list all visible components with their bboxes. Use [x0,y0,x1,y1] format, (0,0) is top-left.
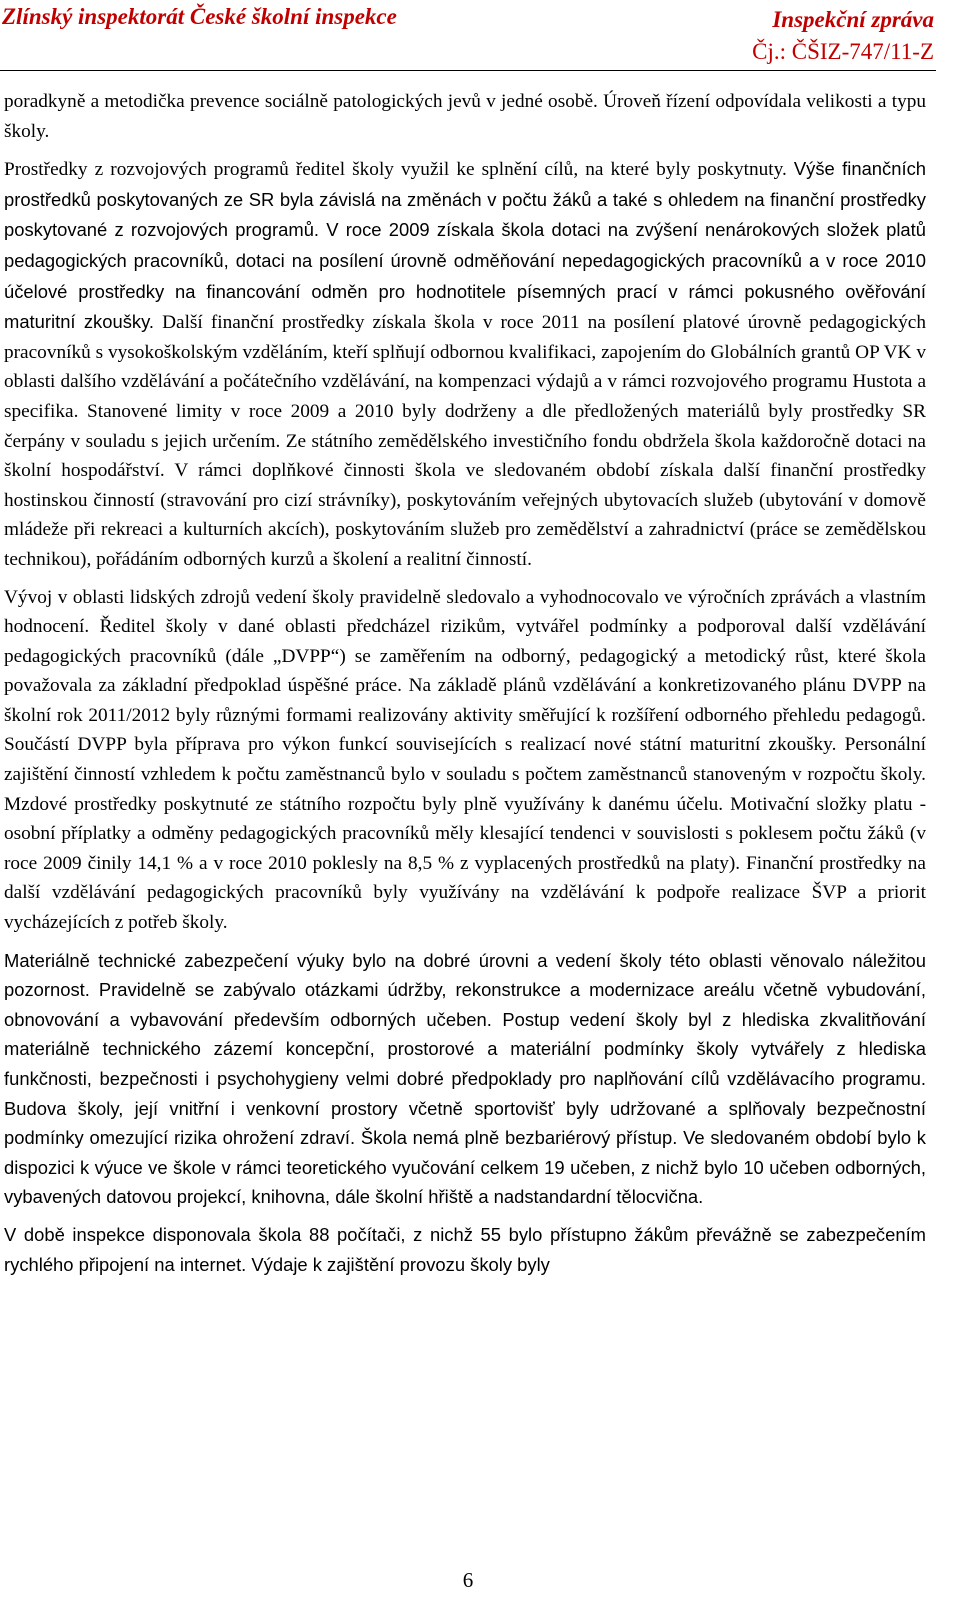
text-run: V době inspekce disponovala škola 88 počítači, z nichž 55 bylo přístupno žákům převážně se zabezpečením rychlého připojení na internet. Výdaje k zajištění provozu školy byly [4,1223,926,1275]
body-text [4,87,926,1279]
text-run: Výše finančních prostředků poskytovaných ze SR byla závislá na změnách v počtu žáků a také s ohledem na finanční prostředky poskytované z rozvojových programů. V roce 2009 získala škola dotaci na zvýšení nenárokových složek platů pedagogických pracovníků, dotaci na posílení úrovně odměňování nepedagogických pracovníků a v roce 2010 účelové prostředky na financování odměn pro hodnotitele písemných prací v rámci pokusného ověřování maturitní zkoušky. [4,158,926,333]
page-number: 6 [462,1568,474,1592]
inspectorate-title: Zlínský inspektorát České školní inspekce [2,4,397,29]
report-title-block [752,4,934,68]
paragraph [4,583,926,938]
paragraph [4,1220,926,1279]
reference-number: Čj.: ČŠIZ-747/11-Z [752,39,934,64]
header-divider [0,70,936,71]
paragraph [4,87,926,146]
text-run: Vývoj v oblasti lidských zdrojů vedení školy pravidelně sledovalo a vyhodnocovalo ve výročních zprávách a vlastním hodnocení. Ředitel školy v dané oblasti předcházel rizikům, vytvářel podmínky a podporoval další vzdělávání pedagogických pracovníků (dále „DVPP“) se zaměřením na odborný, pedagogický a metodický růst, které škola považovala za základní předpoklad úspěšné práce. Na základě plánů vzdělávání a konkretizovaného plánu DVPP na školní rok 2011/2012 byly různými formami realizovány aktivity směřující k rozšíření odborného přehledu pedagogů. Součástí DVPP byla příprava pro výkon funkcí souvisejících s realizací nové státní maturitní zkoušky. Personální zajištění činností vzhledem k počtu zaměstnanců bylo v souladu s počtem zaměstnanců stanoveným v rozpočtu školy. Mzdové prostředky poskytnuté ze státního rozpočtu byly plně využívány k danému účelu. Motivační složky platu - osobní příplatky a odměny pedagogických pracovníků měly klesající tendenci v souvislosti s poklesem počtu žáků (v roce 2009 činily 14,1 % a v roce 2010 poklesly na 8,5 % z vyplacených prostředků na platy). Finanční prostředky na další vzdělávání pedagogických pracovníků byly využívány na vzdělávání k podpoře realizace ŠVP a priorit vycházejících z potřeb školy. [4,586,926,934]
text-run: poradkyně a metodička prevence sociálně patologických jevů v jedné osobě. Úroveň řízení odpovídala velikosti a typu školy. [4,91,926,142]
report-type-label: Inspekční zpráva [772,7,934,32]
paragraph [4,946,926,1212]
text-run: Prostředky z rozvojových programů ředitel školy využil ke splnění cílů, na které byly poskytnuty. [4,159,794,181]
text-run: Materiálně technické zabezpečení výuky bylo na dobré úrovni a vedení školy této oblasti věnovalo náležitou pozornost. Pravidelně se zabývalo otázkami údržby, rekonstrukce a modernizace areálu včetně vybudování, obnovování a vybavování především odborných učeben. Postup vedení školy byl z hlediska zkvalitňování materiálně technického zázemí koncepční, prostorové a materiální podmínky školy vytvářely z hlediska funkčnosti, bezpečnosti i psychohygieny velmi dobré předpoklady pro naplňování cílů vzdělávacího programu. Budova školy, její vnitřní i venkovní prostory včetně sportovišť byly udržované a splňovaly bezpečnostní podmínky omezující rizika ohrožení zdraví. Škola nemá plně bezbariérový přístup. Ve sledovaném období bylo k dispozici k výuce ve škole v rámci teoretického vyučování celkem 19 učeben, z nichž bylo 10 učeben odborných, vybavených datovou projekcí, knihovna, dále školní hřiště a nadstandardní tělocvična. [4,949,926,1208]
paragraph [4,154,926,574]
text-run: Další finanční prostředky získala škola v roce 2011 na posílení platové úrovně pedagogických pracovníků s vysokoškolským vzděláním, kteří splňují odbornou kvalifikaci, zapojením do Globálních grantů OP VK v oblasti dalšího vzdělávání a počátečního vzdělávání, na kompenzaci výdajů a v rámci rozvojového programu Hustota a specifika. Stanovené limity v roce 2009 a 2010 byly dodrženy a dle předložených materiálů byly prostředky SR čerpány v souladu s jejich určením. Ze státního zemědělského investičního fondu obdržela škola každoročně dotaci na školní hospodářství. V rámci doplňkové činnosti škola ve sledovaném období získala další finanční prostředky hostinskou činností (stravování pro cizí strávníky), poskytováním veřejných ubytovacích služeb (ubytování v domově mládeže při rekreaci a kulturních akcích), poskytováním služeb pro zemědělství a zahradnictví (práce se zemědělskou technikou), pořádáním odborných kurzů a školení a realitní činností. [4,312,927,570]
page-header [0,0,960,70]
